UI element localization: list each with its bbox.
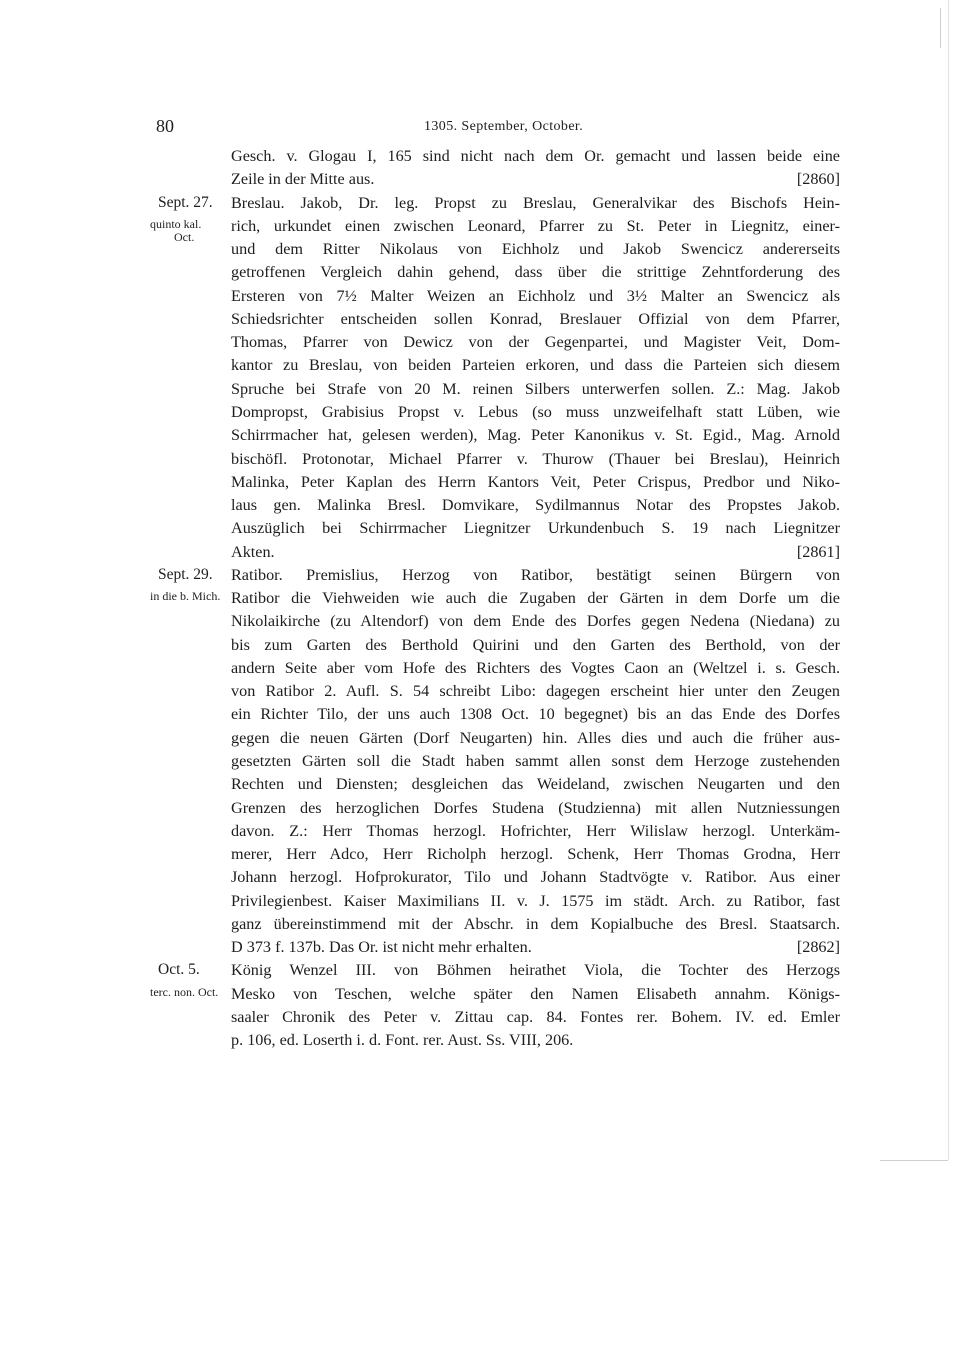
text-line — [231, 332, 840, 352]
text-line-content: Gesch. v. Glogau I, 165 sind nicht nach dem Or. gemacht und lassen beide eine — [231, 147, 840, 165]
running-head: 1305. September, October. — [424, 119, 584, 134]
text-line — [231, 449, 840, 469]
text-line-content: Spruche bei Strafe von 20 M. reinen Silbers unterwerfen sollen. Z.: Mag. Jakob — [231, 379, 840, 398]
text-line-content: p. 106, ed. Loserth i. d. Font. rer. Aust. Ss. VIII, 206. — [231, 1031, 574, 1050]
text-line — [231, 542, 840, 562]
text-line-content: Schirrmacher hat, gelesen werden), Mag. Peter Kanonikus v. St. Egid., Mag. Arnold — [231, 426, 840, 445]
text-line — [231, 495, 840, 515]
text-line-content: König Wenzel III. von Böhmen heirathet Viola, die Tochter des Herzogs — [231, 961, 840, 980]
text-line — [231, 193, 840, 213]
text-line-content: andern Seite aber vom Hofe des Richters des Vogtes Caon an (Weltzel i. s. Gesch. — [231, 658, 840, 677]
text-line — [231, 751, 840, 771]
text-line — [231, 1007, 840, 1027]
text-line-content: davon. Z.: Herr Thomas herzogl. Hofrichter, Herr Wilislaw herzogl. Unterkäm- — [231, 821, 840, 840]
text-line — [231, 960, 840, 980]
text-line — [231, 588, 840, 608]
text-line-content: von Ratibor 2. Aufl. S. 54 schreibt Libo: dagegen erscheint hier unter den Zeugen — [231, 682, 840, 701]
text-line-content: Ratibor die Viehweiden wie auch die Zugaben der Gärten in dem Dorfe um die — [231, 589, 840, 608]
text-line — [231, 611, 840, 631]
text-line-content: D 373 f. 137b. Das Or. ist nicht mehr erhalten. — [231, 938, 532, 957]
regest-number: [2862] — [796, 938, 840, 957]
text-line-content: Ersteren von 7½ Malter Weizen an Eichholz und 3½ Malter an Swencicz als — [231, 286, 840, 305]
text-line — [231, 402, 840, 422]
text-line — [231, 169, 840, 189]
text-line-content: Rechten und Diensten; desgleichen das Weideland, zwischen Neugarten und den — [231, 775, 840, 794]
text-line-content: Mesko von Teschen, welche später den Namen Elisabeth annahm. Königs- — [231, 984, 840, 1003]
text-line — [231, 658, 840, 678]
text-line-content: bis zum Garten des Berthold Quirini und den Garten des Berthold, von der — [231, 635, 840, 654]
regest-number: [2861] — [796, 542, 840, 561]
text-line-content: gesetzten Gärten soll die Stadt haben sammt allen sonst dem Herzoge zustehenden — [231, 752, 840, 771]
text-line-content: Auszüglich bei Schirrmacher Liegnitzer Urkundenbuch S. 19 nach Liegnitzer — [231, 519, 840, 538]
scan-edge-mark — [880, 1160, 948, 1161]
text-line-content: getroffenen Vergleich dahin gehend, dass über die strittige Zehntforderung des — [231, 263, 840, 282]
text-line — [231, 728, 840, 748]
text-line-content: Ratibor. Premislius, Herzog von Ratibor, bestätigt seinen Bürgern von — [231, 565, 840, 584]
text-line-content: rich, urkundet einen zwischen Leonard, Pfarrer zu St. Peter in Liegnitz, einer- — [231, 216, 840, 235]
text-line — [231, 635, 840, 655]
text-line-content: Dompropst, Grabisius Propst v. Lebus (so muss unzweifelhaft statt Lüben, wie — [231, 402, 840, 421]
text-line-content: merer, Herr Adco, Herr Richolph herzogl. Schenk, Herr Thomas Grodna, Herr — [231, 845, 840, 864]
text-line-content: ganz übereinstimmend mit der Abschr. in dem Kopialbuche des Bresl. Staatsarch. — [231, 914, 840, 933]
text-line-content: Grenzen des herzoglichen Dorfes Studena (Studzienna) mit allen Nutzniessungen — [231, 798, 840, 817]
text-line — [231, 425, 840, 445]
text-line — [231, 355, 840, 375]
text-line-content: Breslau. Jakob, Dr. leg. Propst zu Breslau, Generalvikar des Bischofs Hein- — [231, 193, 840, 212]
text-line — [231, 1030, 840, 1050]
text-line-content: Akten. — [231, 542, 275, 561]
text-line — [231, 984, 840, 1004]
entry-date-subnote: Oct. — [174, 229, 195, 244]
entry-date-subnote: in die b. Mich. — [150, 589, 221, 604]
text-line-content: und dem Ritter Nikolaus von Eichholz und Jakob Swencicz andererseits — [231, 240, 840, 259]
text-line — [231, 891, 840, 911]
text-line — [231, 239, 840, 259]
text-line — [231, 286, 840, 306]
text-line — [231, 937, 840, 957]
entry-date-subnote: quinto kal. — [150, 216, 202, 231]
text-line — [231, 216, 840, 236]
text-line-content: kantor zu Breslau, von beiden Parteien erkoren, und dass die Parteien sich diesem — [231, 356, 840, 375]
text-line-content: Privilegienbest. Kaiser Maximilians II. v. J. 1575 im städt. Arch. zu Ratibor, fast — [231, 891, 840, 910]
text-line — [231, 309, 840, 329]
text-line — [231, 867, 840, 887]
text-line-content: Malinka, Peter Kaplan des Herrn Kantors Veit, Peter Crispus, Predbor und Niko- — [231, 472, 840, 491]
text-line-content: laus gen. Malinka Bresl. Domvikare, Sydilmannus Notar des Propstes Jakob. — [231, 496, 840, 515]
entry-date: Sept. 27. — [158, 193, 213, 211]
text-line — [231, 821, 840, 841]
text-line — [231, 518, 840, 538]
entry-date: Oct. 5. — [158, 961, 200, 979]
text-line — [231, 472, 840, 492]
text-line-content: Zeile in der Mitte aus. — [231, 170, 375, 189]
text-line — [231, 914, 840, 934]
text-line-content: gegen die neuen Gärten (Dorf Neugarten) hin. Alles dies und auch die früher aus- — [231, 728, 840, 747]
page-number: 80 — [156, 116, 174, 136]
text-line — [231, 565, 840, 585]
text-line — [231, 146, 840, 166]
scan-edge-mark — [940, 8, 941, 48]
text-line-content: Johann herzogl. Hofprokurator, Tilo und Johann Stadtvögte v. Ratibor. Aus einer — [231, 868, 840, 887]
text-line-content: bischöfl. Protonotar, Michael Pfarrer v. Thurow (Thauer bei Breslau), Heinrich — [231, 449, 840, 468]
text-line-content: Thomas, Pfarrer von Dewicz von der Gegenpartei, und Magister Veit, Dom- — [231, 333, 840, 352]
scan-edge-line — [948, 0, 949, 1160]
text-line-content: Schiedsrichter entscheiden sollen Konrad, Breslauer Offizial von dem Pfarrer, — [231, 309, 840, 328]
regest-number: [2860] — [796, 170, 840, 189]
text-line — [231, 262, 840, 282]
text-line — [231, 844, 840, 864]
entry-date-subnote: terc. non. Oct. — [150, 984, 219, 999]
text-line-content: ein Richter Tilo, der uns auch 1308 Oct. 10 begegnet) bis an das Ende des Dorfes — [231, 705, 840, 724]
text-line-content: saaler Chronik des Peter v. Zittau cap. 84. Fontes rer. Bohem. IV. ed. Emler — [231, 1007, 840, 1026]
entry-date: Sept. 29. — [158, 565, 213, 583]
text-line — [231, 798, 840, 818]
text-line — [231, 774, 840, 794]
text-line — [231, 704, 840, 724]
text-line-content: Nikolaikirche (zu Altendorf) von dem Ende des Dorfes gegen Nedena (Niedana) zu — [231, 612, 840, 631]
text-line — [231, 681, 840, 701]
text-line — [231, 379, 840, 399]
